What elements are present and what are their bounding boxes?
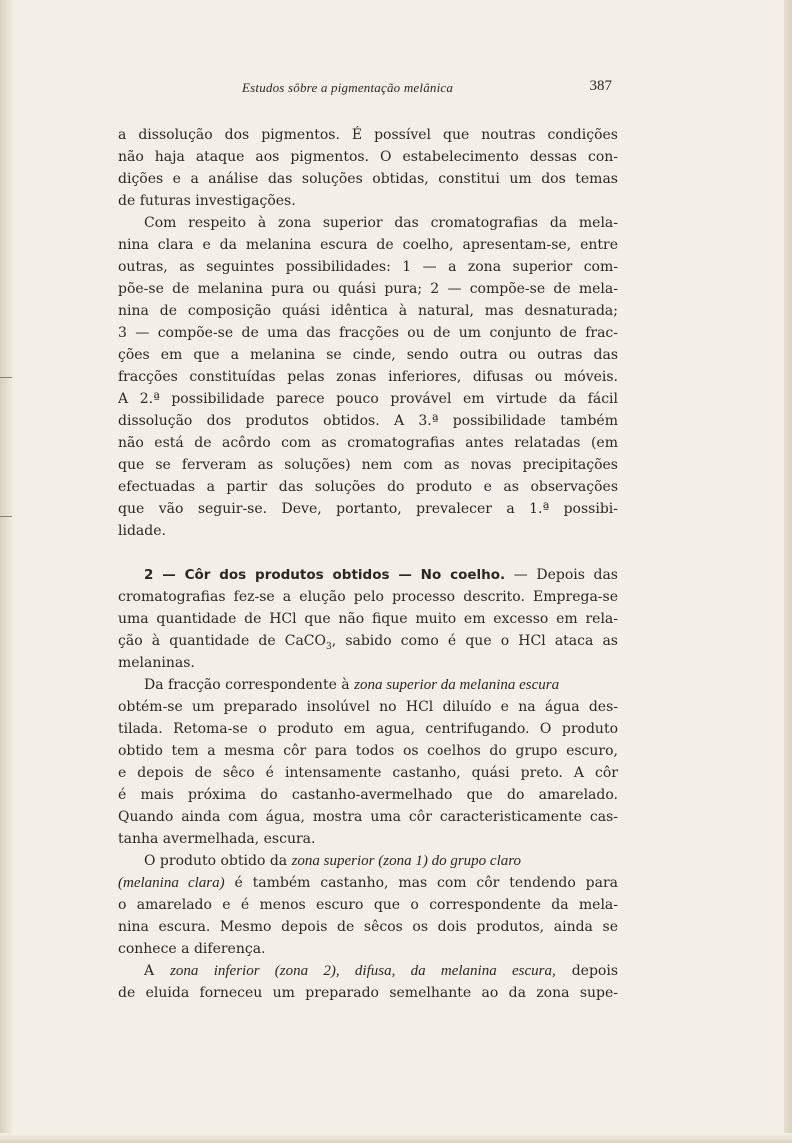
text-line: de eluida forneceu um preparado semelhante ao da zona supe- <box>118 985 618 1001</box>
text-line: obtém-se um preparado insolúvel no HCl diluído e na água des- <box>118 699 618 715</box>
margin-mark <box>0 516 12 517</box>
text-line: A 2.ª possibilidade parece pouco provável em virtude da fácil <box>118 391 618 407</box>
text-line <box>118 564 618 586</box>
text-line: Quando ainda com água, mostra uma côr caracteristicamente cas- <box>118 809 618 825</box>
text-line: que vão seguir-se. Deve, portanto, prevalecer a 1.ª possibi- <box>118 501 618 517</box>
text-line: e depois de sêco é intensamente castanho, quási preto. A côr <box>118 765 618 781</box>
page-left-edge <box>0 0 14 1143</box>
page-right-edge <box>784 0 792 1143</box>
text-line: uma quantidade de HCl que não fique muito em excesso em rela- <box>118 611 618 627</box>
text-line: não está de acôrdo com as cromatografias antes relatadas (em <box>118 435 618 451</box>
paragraph-gap <box>118 542 618 564</box>
text-line: melaninas. <box>118 655 195 671</box>
text-line: 3 — compõe-se de uma das fracções ou de um conjunto de frac- <box>118 325 618 341</box>
text-span: depois <box>555 963 619 979</box>
italic-term: zona superior da melanina escura <box>354 677 560 693</box>
page-header <box>118 78 618 100</box>
text-line <box>118 850 618 872</box>
text-line: ções em que a melanina se cinde, sendo outra ou outras das <box>118 347 618 363</box>
section-heading: 2 — Côr dos produtos obtidos — No coelho. <box>144 567 506 583</box>
text-line: cromatografias fez-se a elução pelo processo descrito. Emprega-se <box>118 589 618 605</box>
text-line: dissolução dos produtos obtidos. A 3.ª possibilidade também <box>118 413 618 429</box>
text-line: que se ferveram as soluções) nem com as novas precipitações <box>118 457 618 473</box>
text-line: outras, as seguintes possibilidades: 1 — a zona superior com- <box>118 259 618 275</box>
text-line: de futuras investigações. <box>118 193 296 209</box>
text-line: conhece a diferença. <box>118 941 266 957</box>
text-line: Com respeito à zona superior das cromatografias da mela- <box>144 215 618 231</box>
text-span: ção à quantidade de CaCO <box>118 633 326 649</box>
text-span: — Depois das <box>505 567 618 583</box>
text-line: tanha avermelhada, escura. <box>118 831 316 847</box>
text-line <box>118 960 618 982</box>
margin-mark <box>0 377 12 378</box>
text-span: é também castanho, mas com côr tendendo para <box>224 875 618 891</box>
text-line <box>118 674 618 696</box>
page-bottom-edge <box>0 1133 792 1143</box>
text-line: nina escura. Mesmo depois de sêcos os dois produtos, ainda se <box>118 919 618 935</box>
text-line: dições e a análise das soluções obtidas, constitui um dos temas <box>118 171 618 187</box>
text-line: obtido tem a mesma côr para todos os coelhos do grupo escuro, <box>118 743 618 759</box>
body-text <box>118 124 618 1004</box>
text-line: o amarelado e é menos escuro que o correspondente da mela- <box>118 897 618 913</box>
italic-term: (melanina clara) <box>118 875 225 891</box>
text-line: é mais próxima do castanho-avermelhado que do amarelado. <box>118 787 618 803</box>
subscript: 3 <box>326 641 332 652</box>
text-line: fracções constituídas pelas zonas inferiores, difusas ou móveis. <box>118 369 618 385</box>
text-span: A <box>144 963 171 979</box>
text-line: nina de composição quási idêntica à natural, mas desnaturada; <box>118 303 618 319</box>
text-span: O produto obtido da <box>144 853 292 869</box>
text-span: , sabido como é que o HCl ataca as <box>331 633 618 649</box>
text-line: põe-se de melanina pura ou quási pura; 2 — compõe-se de mela- <box>118 281 618 297</box>
italic-term: zona superior (zona 1) do grupo claro <box>291 853 522 869</box>
text-line: efectuadas a partir das soluções do produto e as observações <box>118 479 618 495</box>
running-title: Estudos sôbre a pigmentação melânica <box>242 80 454 95</box>
text-line: a dissolução dos pigmentos. É possível que noutras condições <box>118 127 618 143</box>
text-line: lidade. <box>118 523 166 539</box>
text-line: nina clara e da melanina escura de coelho, apresentam-se, entre <box>118 237 618 253</box>
text-line: tilada. Retoma-se o produto em agua, centrifugando. O produto <box>118 721 618 737</box>
text-span: Da fracção correspondente à <box>144 677 355 693</box>
text-line <box>118 630 618 652</box>
italic-term: zona inferior (zona 2), difusa, da melanina escura, <box>170 963 556 979</box>
text-line <box>118 872 618 894</box>
page-number: 387 <box>589 78 612 94</box>
text-line: não haja ataque aos pigmentos. O estabelecimento dessas con- <box>118 149 618 165</box>
